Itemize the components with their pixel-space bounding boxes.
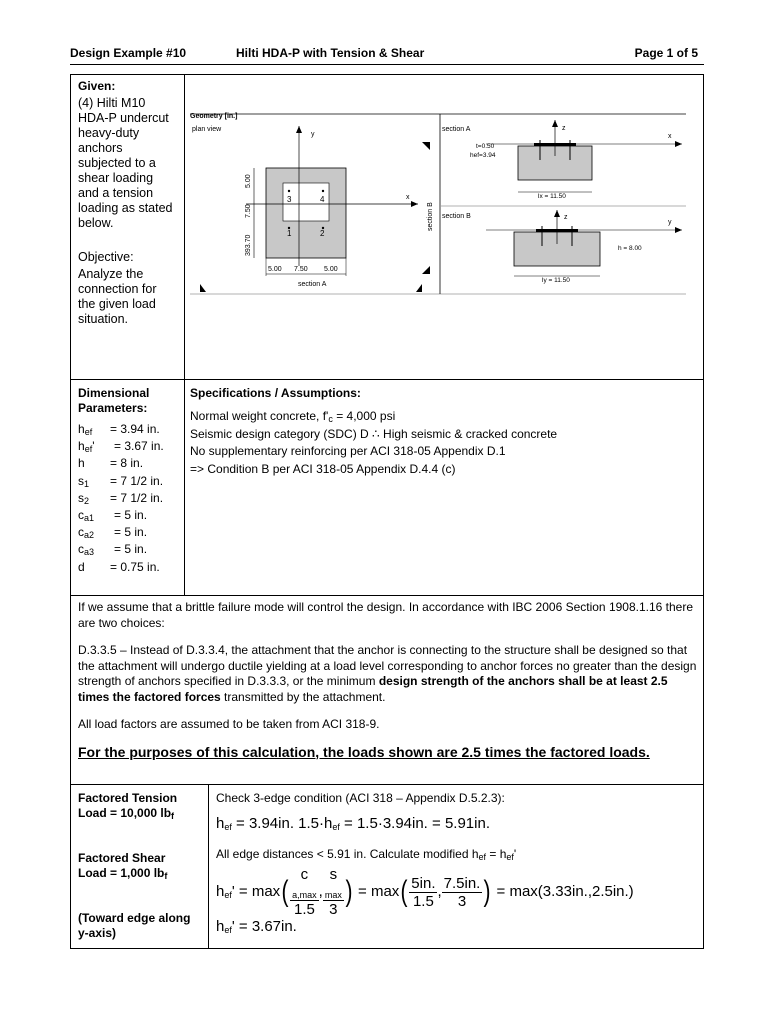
param-h: h = 8 in. <box>78 456 144 471</box>
svg-text:x: x <box>406 194 410 201</box>
param-ca2: $c_{a2} = 5$ in. <box>78 525 148 541</box>
given-text: (4) Hilti M10 HDA-P undercut heavy-duty anchors subjected to a shear loading and a tension loading as stated below. <box>78 96 173 230</box>
dimensional-title: Dimensional Parameters: <box>78 386 150 415</box>
shear-direction-note: (Toward edge along y-axis) <box>78 911 191 940</box>
svg-text:5.00: 5.00 <box>245 174 252 188</box>
param-s2: $s_2 = 7$ 1/2 in. <box>78 490 164 506</box>
svg-text:t=0.50: t=0.50 <box>476 143 495 150</box>
svg-text:lx = 11.50: lx = 11.50 <box>538 193 566 200</box>
equation-hef-modified: $h_{ef}' = \max$( c $_{a,max}$ 1.5 , s $_{max}$ 3 ) = max( $\frac{5in.}{1.5}$ , $\frac{7.5in.}{3}$ ) = max(3.33in.,2.5in.) <box>216 866 634 918</box>
discussion-text <box>78 600 698 760</box>
header-divider <box>70 64 704 65</box>
section-a-bottom: section A <box>298 281 327 288</box>
edge-note: All edge distances < 5.91 in. Calculate modified $h_{ef} = h_{ef}'$ <box>216 847 517 862</box>
svg-text:z: z <box>564 214 568 221</box>
geometry-figure <box>186 106 702 300</box>
svg-text:5.00: 5.00 <box>324 266 338 273</box>
param-ca3: $c_{a3} = 5$ in. <box>78 542 148 558</box>
header-title: Design Example #10 <box>70 46 187 60</box>
param-ca1: $c_{a1} = 5$ in. <box>78 508 148 524</box>
header-subject: Hilti HDA-P with Tension & Shear <box>236 46 425 60</box>
param-hef-prime: $h_{ef}' = 3.67$ in. <box>78 439 164 455</box>
tension-load: Factored Tension Load = 10,000 $lb_f$ <box>78 791 178 821</box>
calc-divider <box>208 784 209 949</box>
plan-view-label: plan view <box>192 126 222 133</box>
discussion-p2: D.3.3.5 – Instead of D.3.3.4, the attachment that the anchor is connecting to the structure shall be designed so that the attachment will undergo ductile yielding at a load level corresponding to anchor forces no greater than the design strength of anchors specified in D.3.3.3, or the minimum design strength of the anchors shall be at least 2.5 times the factored forces transmitted by the attachment. <box>78 643 697 704</box>
section-a-label: section A <box>442 126 471 133</box>
given-title: Given: <box>78 79 116 93</box>
section-b-label: section B <box>442 213 471 220</box>
dimensional-params <box>78 421 164 576</box>
svg-text:h = 8.00: h = 8.00 <box>618 245 642 252</box>
param-d: d = 0.75 in. <box>78 559 160 574</box>
svg-text:x: x <box>668 133 672 140</box>
svg-text:5.00: 5.00 <box>268 266 282 273</box>
svg-text:y: y <box>668 219 672 226</box>
specs-title: Specifications / Assumptions: <box>190 386 361 400</box>
parameters-divider <box>184 379 185 596</box>
specs-text: Normal weight concrete, $f'_c = 4,000$ psi Seismic design category (SDC) D ∴ High seismic & cracked concrete No supplementary reinforcing per ACI 318-05 Appendix D.1 => Condition B per ACI 318-05 Appendix D.4.4 (c) <box>190 409 558 476</box>
check-text: Check 3-edge condition (ACI 318 – Appendix D.5.2.3): <box>216 791 505 805</box>
discussion-p3: All load factors are assumed to be taken from ACI 318-9. <box>78 717 380 731</box>
svg-text:7.50: 7.50 <box>294 266 308 273</box>
equation-hef-result: $h_{ef}' = 3.67in$. <box>216 918 297 935</box>
objective-title: Objective: <box>78 250 134 264</box>
svg-text:393.70: 393.70 <box>245 234 252 256</box>
section-b-side: section B <box>427 202 434 231</box>
anchor-2: 2 <box>320 229 325 238</box>
param-s1: $s_1 = 7$ 1/2 in. <box>78 473 164 489</box>
objective-text: Analyze the connection for the given load situation. <box>78 267 157 326</box>
svg-text:y: y <box>311 131 315 138</box>
svg-text:ly = 11.50: ly = 11.50 <box>542 277 570 284</box>
svg-text:hef=3.94: hef=3.94 <box>470 152 496 159</box>
anchor-1: 1 <box>287 229 292 238</box>
discussion-p1: If we assume that a brittle failure mode will control the design. In accordance with IBC 2006 Section 1908.1.16 there are two choices: <box>78 600 694 630</box>
anchor-3: 3 <box>287 195 292 204</box>
given-divider <box>184 74 185 380</box>
equation-hef: $h_{ef} = 3.94in$. $1.5\cdot h_{ef} = 1.5\cdot 3.94in$. = 5.91in. <box>216 815 490 832</box>
svg-text:7.50: 7.50 <box>245 204 252 218</box>
anchor-4: 4 <box>320 195 325 204</box>
emphasis-note: For the purposes of this calculation, the loads shown are 2.5 times the factored loads. <box>78 743 650 760</box>
figure-title: Geometry [in.] <box>190 113 238 120</box>
page-number: Page 1 of 5 <box>634 46 698 60</box>
param-hef: $h_{ef} = 3.94$ in. <box>78 422 160 437</box>
svg-text:z: z <box>562 125 566 132</box>
shear-load: Factored Shear Load = 1,000 $lb_f$ <box>78 851 168 881</box>
